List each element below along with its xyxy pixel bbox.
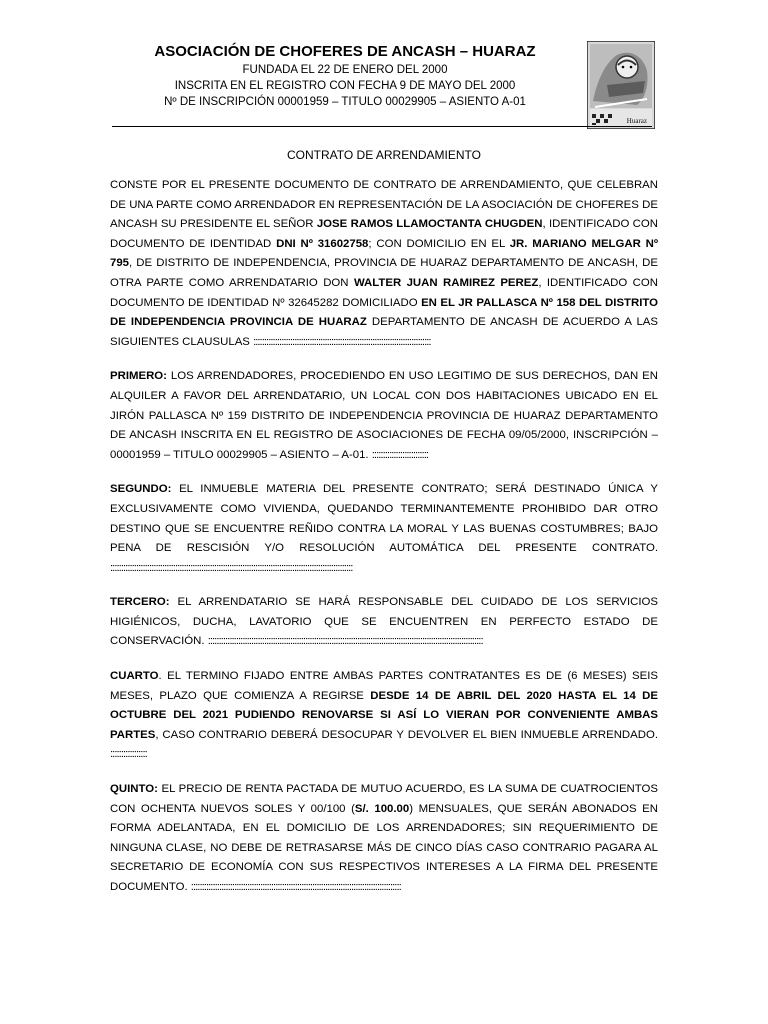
clause-quinto: QUINTO: EL PRECIO DE RENTA PACTADA DE MUTUO ACUERDO, ES LA SUMA DE CUATROCIENTOS CON OCHENTA NUEVOS SOLES Y 00/100 (S/. 100.00) MENSUALES, QUE SERÁN ABONADOS EN FORMA ADELANTADA, EN EL DOMICILIO DE LOS ARRENDADORES; SIN REQUERIMIENTO DE NINGUNA CLASE, NO DEBE DE RETRASARSE MÁS DE CINCO DÍAS CASO CONTRARIO PAGARA AL SECRETARIO DE ECONOMÍA CON SUS RESPECTIVOS INTERESES A LA FIRMA DEL PRESENTE DOCUMENTO. ::::::::::::::::::::::::::::::::::::::::::::::::::::::::::::::::::::::::::::::::::::::::::::::::: [110,783,658,893]
document-title: CONTRATO DE ARRENDAMIENTO [286,148,482,162]
logo-image [587,41,655,129]
letterhead [110,42,580,110]
clause-label: PRIMERO: [110,370,167,383]
organization-name: ASOCIACIÓN DE CHOFERES DE ANCASH – HUARAZ [154,43,536,60]
founding-date: FUNDADA EL 22 DE ENERO DEL 2000 [242,64,448,76]
clause-tercero: TERCERO: EL ARRENDATARIO SE HARÁ RESPONSABLE DEL CUIDADO DE LOS SERVICIOS HIGIÉNICOS, DUCHA, LAVATORIO QUE SE ENCUENTREN EN PERFECTO ESTADO DE CONSERVACIÓN. ::::::::::::::::::::::::::::::::::::::::::::::::::::::::::::::::::::::::::::::::::::::::::::::::::::::::::::::::::::::::::::::: [110,596,658,648]
header-divider [112,126,652,127]
registration-number: Nº DE INSCRIPCIÓN 00001959 – TITULO 00029905 – ASIENTO A-01 [164,96,526,108]
clause-primero: PRIMERO: LOS ARRENDADORES, PROCEDIENDO EN USO LEGITIMO DE SUS DERECHOS, DAN EN ALQUILER A FAVOR DEL ARRENDATARIO, UN LOCAL CON DOS HABITACIONES UBICADO EN EL JIRÓN PALLASCA Nº 159 DISTRITO DE INDEPENDENCIA PROVINCIA DE HUARAZ DEPARTAMENTO DE ANCASH INSCRITA EN EL REGISTRO DE ASOCIACIONES DE FECHA 09/05/2000, INSCRIPCIÓN – 00001959 – TITULO 00029905 – ASIENTO – A-01. :::::::::::::::::::::::::: [110,370,658,461]
intro-paragraph: CONSTE POR EL PRESENTE DOCUMENTO DE CONTRATO DE ARRENDAMIENTO, QUE CELEBRAN DE UNA PARTE COMO ARRENDADOR EN REPRESENTACIÓN DE LA ASOCIACIÓN DE CHOFERES DE ANCASH SU PRESIDENTE EL SEÑOR JOSE RAMOS LLAMOCTANTA CHUGDEN, IDENTIFICADO CON DOCUMENTO DE IDENTIDAD DNI Nº 31602758; CON DOMICILIO EN EL JR. MARIANO MELGAR Nº 795, DE DISTRITO DE INDEPENDENCIA, PROVINCIA DE HUARAZ DEPARTAMENTO DE ANCASH, DE OTRA PARTE COMO ARRENDATARIO DON WALTER JUAN RAMIREZ PEREZ, IDENTIFICADO CON DOCUMENTO DE IDENTIDAD Nº 32645282 DOMICILIADO EN EL JR PALLASCA Nº 158 DEL DISTRITO DE INDEPENDENCIA PROVINCIA DE HUARAZ DEPARTAMENTO DE ANCASH DE ACUERDO A LAS SIGUIENTES CLAUSULAS :::::::::::::::::::::::::::::::::::::::::::::::::::::::::::::::::::::::::::::::::: [110,179,659,348]
logo-caption: Huaraz [626,117,647,125]
clause-segundo: SEGUNDO: EL INMUEBLE MATERIA DEL PRESENTE CONTRATO; SERÁ DESTINADO ÚNICA Y EXCLUSIVAMENTE COMO VIVIENDA, QUEDANDO TERMINANTEMENTE PROHIBIDO DAR OTRO DESTINO QUE SE ENCUENTRE REÑIDO CONTRA LA MORAL Y LAS BUENAS COSTUMBRES; BAJO PENA DE RESCISIÓN Y/O RESOLUCIÓN AUTOMÁTICA DEL PRESENTE CONTRATO. :::::::::::::::::::::::::::::::::::::::::::::::::::::::::::::::::::::::::::::::::::::::::::::::::::::::::::::::: [110,483,658,574]
contract-body [110,176,658,913]
clause-label: TERCERO: [110,596,170,609]
clause-label: QUINTO: [110,783,158,796]
registration-date: INSCRITA EN EL REGISTRO CON FECHA 9 DE MAYO DEL 2000 [174,80,516,92]
clause-cuarto: CUARTO. EL TERMINO FIJADO ENTRE AMBAS PARTES CONTRATANTES ES DE (6 MESES) SEIS MESES, PLAZO QUE COMIENZA A REGIRSE DESDE 14 DE ABRIL DEL 2020 HASTA EL 14 DE OCTUBRE DEL 2021 PUDIENDO RENOVARSE SI ASÍ LO VIERAN POR CONVENIENTE AMBAS PARTES, CASO CONTRARIO DEBERÁ DESOCUPAR Y DEVOLVER EL BIEN INMUEBLE ARRENDADO. ::::::::::::::::: [110,670,658,761]
clause-label: CUARTO [110,670,159,683]
clause-label: SEGUNDO: [110,483,172,496]
